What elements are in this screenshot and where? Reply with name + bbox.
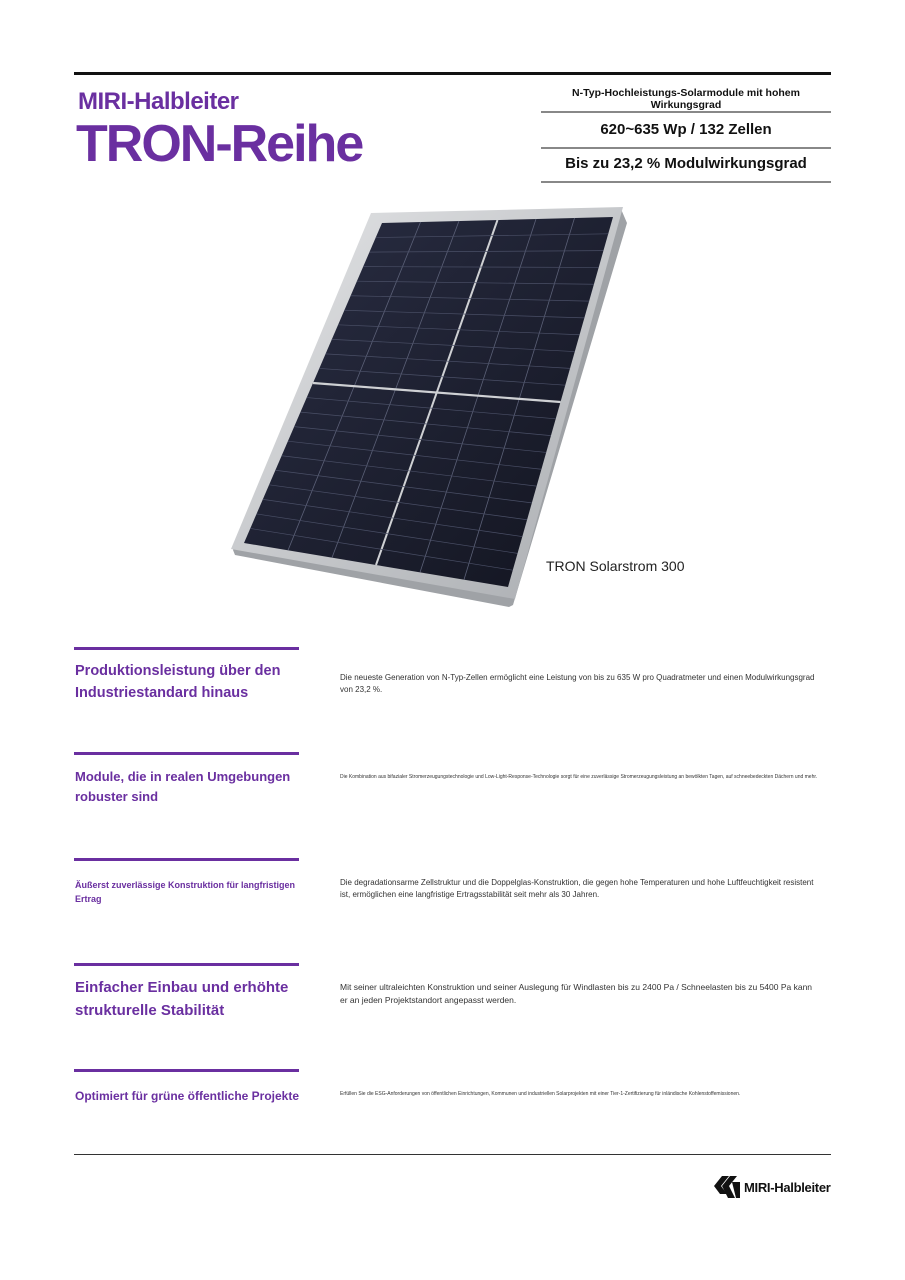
feature-description-5: Erfüllen Sie die ESG-Anforderungen von öffentlichen Einrichtungen, Kommunen und industriellen Solarprojekten mit einer Tier-1-Zertifizierung für inländische Kohlenstoffemissionen. (340, 1091, 741, 1097)
footer-logo-text: MIRI-Halbleiter (744, 1179, 831, 1195)
solar-panel-icon (225, 205, 645, 610)
feature-rule-1 (74, 647, 299, 650)
spec-efficiency: Bis zu 23,2 % Modulwirkungsgrad (541, 147, 831, 183)
solar-panel-image (225, 205, 645, 610)
feature-description-4: Mit seiner ultraleichten Konstruktion und seiner Auslegung für Windlasten bis zu 2400 Pa / Schneelasten bis zu 5400 Pa kann er an jeden Projektstandort angepasst werden. (340, 982, 813, 1006)
product-tagline: N-Typ-Hochleistungs-Solarmodule mit hohem Wirkungsgrad (572, 87, 800, 111)
feature-title-5: Optimiert für grüne öffentliche Projekte (75, 1089, 300, 1103)
footer-logo (712, 1172, 831, 1202)
feature-rule-4 (74, 963, 299, 966)
top-rule (74, 72, 831, 75)
feature-title-4: Einfacher Einbau und erhöhte strukturelle Stabilität (75, 979, 289, 1020)
feature-description-2: Die Kombination aus bifazialer Stromerzeugungstechnologie und Low-Light-Response-Technologie sorgt für eine zuverlässige Stromerzeugungsleistung an bewölkten Tagen, auf schneebedeckten Dächern und mehr. (340, 774, 818, 780)
feature-title-3: Äußerst zuverlässige Konstruktion für langfristigen Ertrag (75, 880, 296, 904)
brand-name: MIRI-Halbleiter (78, 88, 239, 115)
feature-rule-2 (74, 752, 299, 755)
feature-title-1: Produktionsleistung über den Industriestandard hinaus (75, 663, 281, 702)
spec-power: 620~635 Wp / 132 Zellen (541, 111, 831, 149)
bottom-rule (74, 1154, 831, 1155)
brand-logo-icon (712, 1172, 742, 1202)
product-caption: TRON Solarstrom 300 (546, 558, 685, 574)
series-title: TRON-Reihe (76, 115, 363, 173)
feature-description-1: Die neueste Generation von N-Typ-Zellen ermöglicht eine Leistung von bis zu 635 W pro Quadratmeter und einen Modulwirkungsgrad von 23,2 %. (340, 673, 815, 695)
feature-rule-3 (74, 858, 299, 861)
feature-title-2: Module, die in realen Umgebungen robuster sind (75, 769, 291, 805)
feature-description-3: Die degradationsarme Zellstruktur und die Doppelglas-Konstruktion, die gegen hohe Temperaturen und hohe Luftfeuchtigkeit resistent ist, ermöglichen eine langfristige Ertragsstabilität seit mehr als 30 Jahren. (340, 878, 814, 900)
feature-rule-5 (74, 1069, 299, 1072)
